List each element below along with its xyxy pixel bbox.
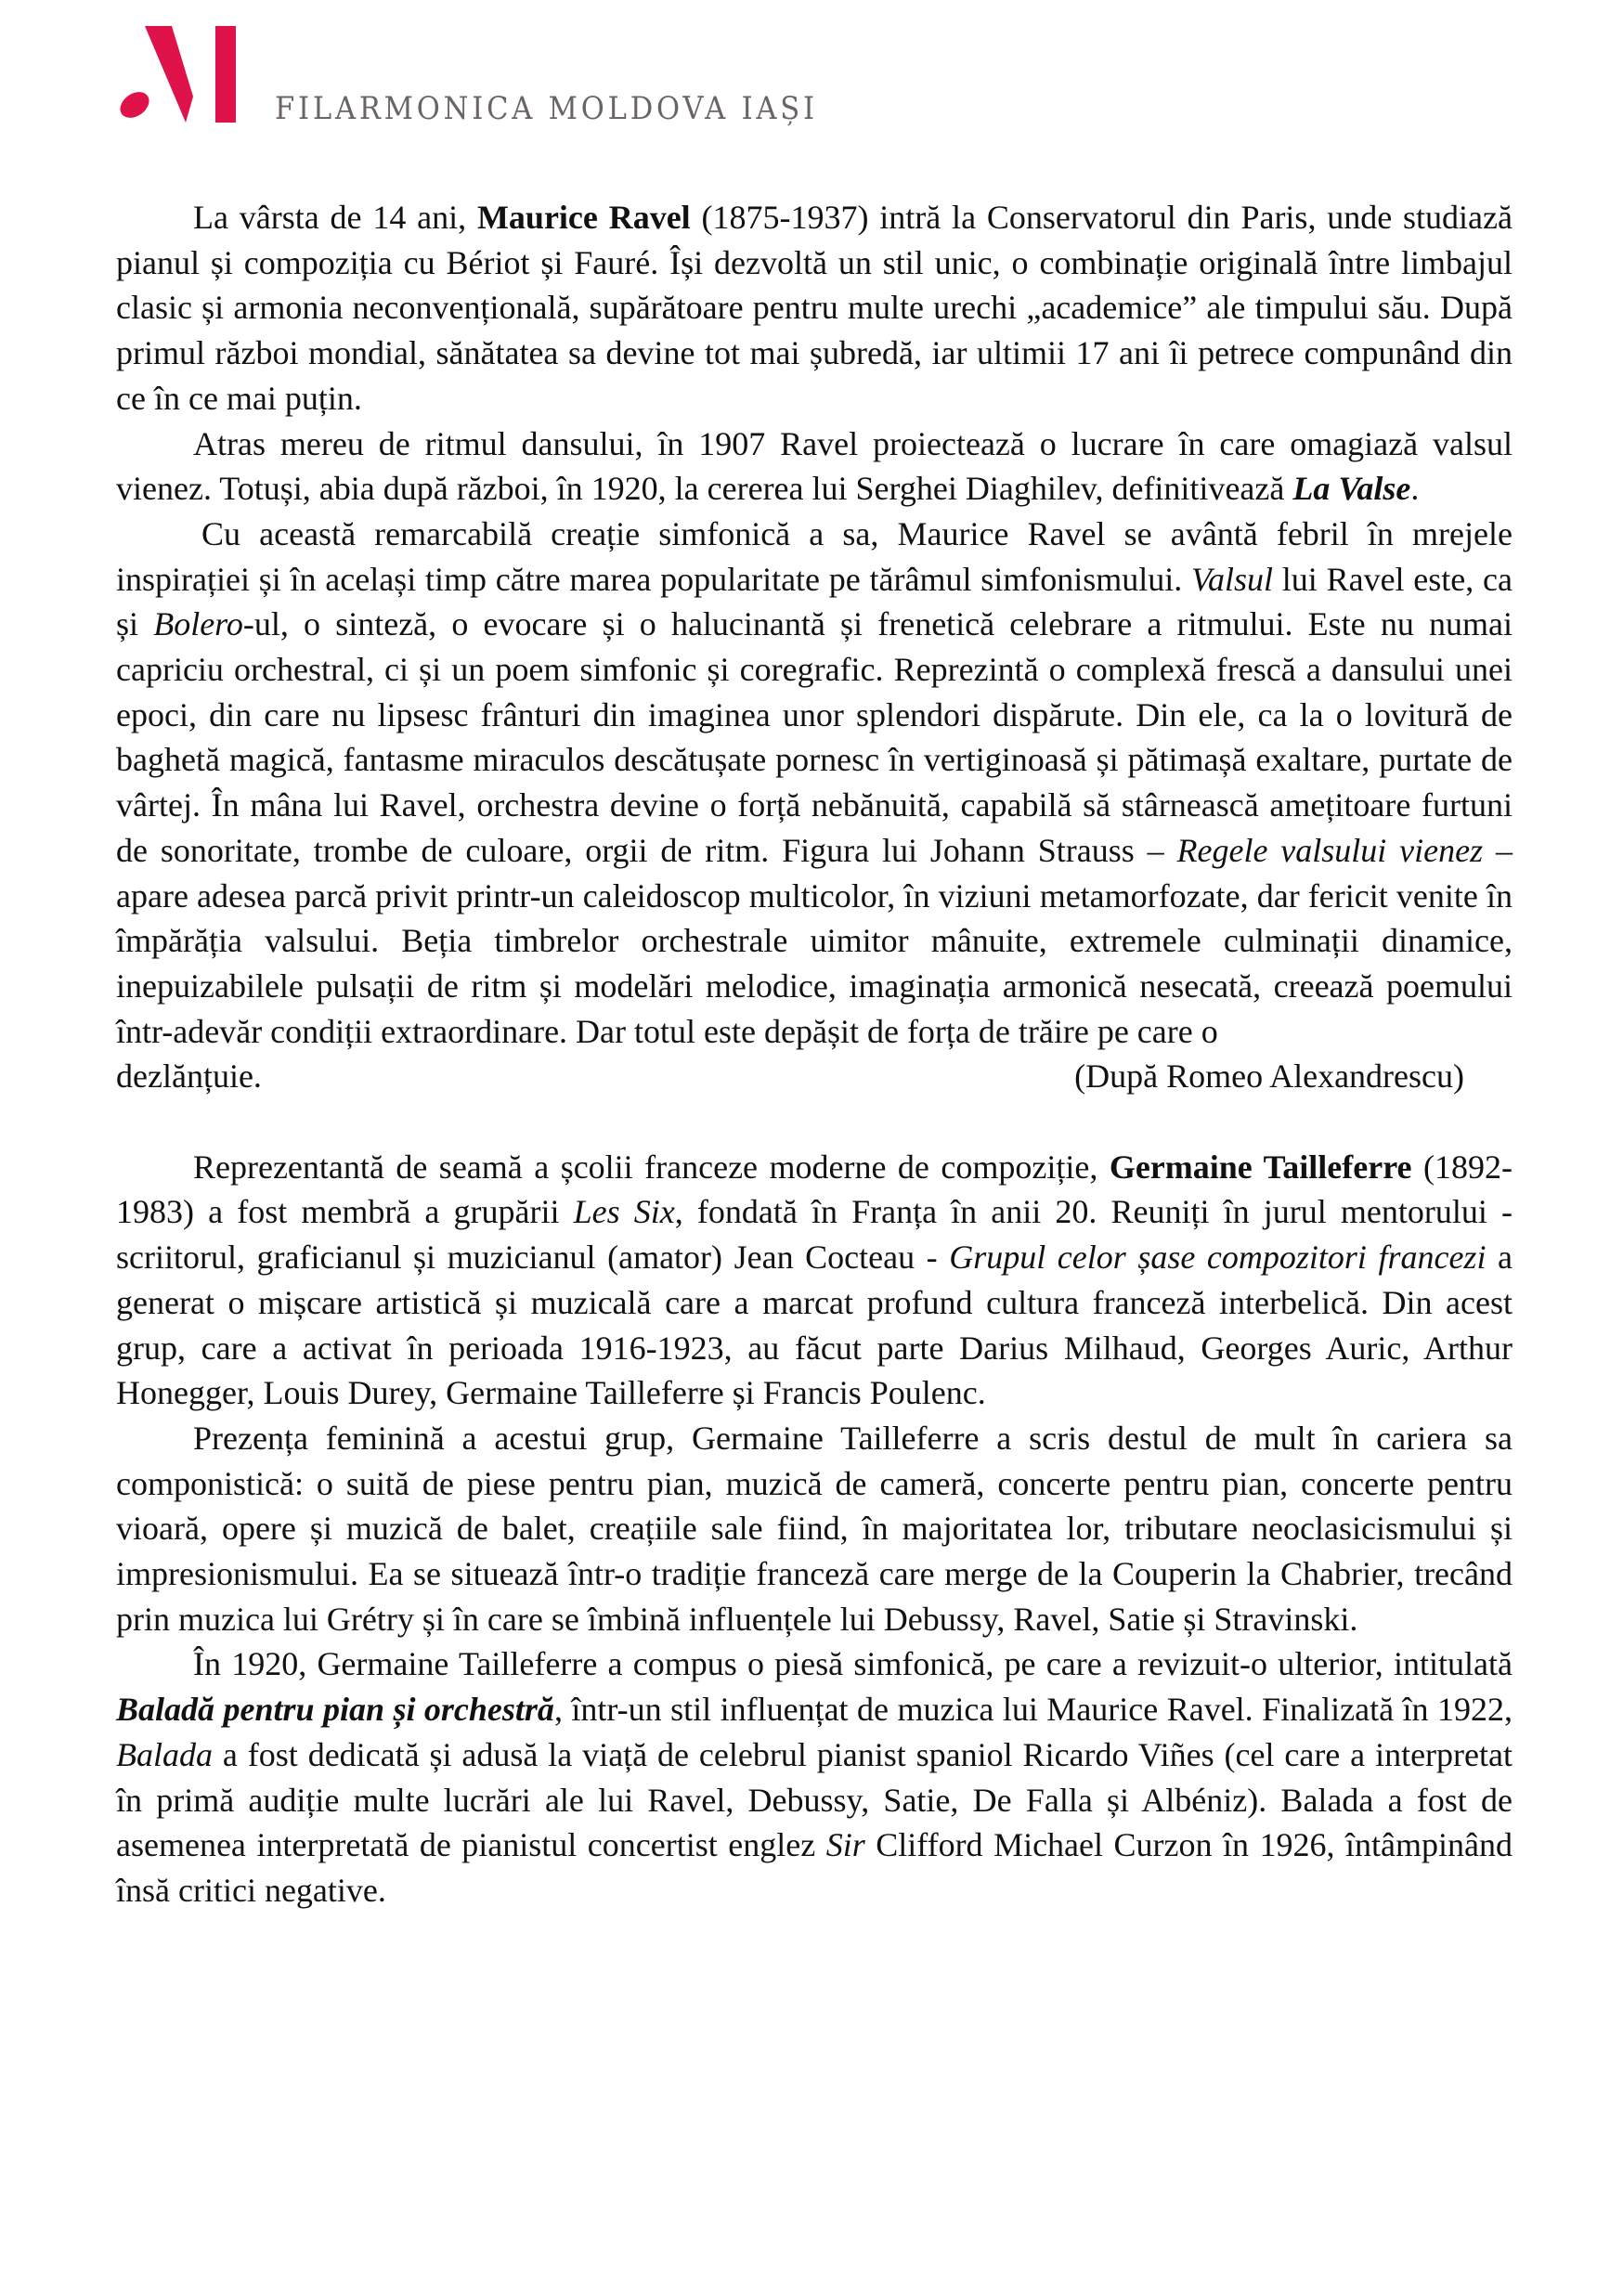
- text: a fost dedicată și adusă la viață de celebrul pianist spaniol Ricardo Viñes (cel care a interpretat în primă audiție multe lucrări ale lui Ravel, Debussy, Satie, De Falla și Albéniz). Balada a fost de asemenea interpretată de pianistul concertist englez: [116, 1735, 1513, 1864]
- paragraph-balada: [116, 1641, 1513, 1913]
- italic-valsul: Valsul: [1191, 560, 1274, 598]
- text: .: [1410, 470, 1420, 508]
- last-word: dezlănțuie.: [116, 1057, 262, 1096]
- italic-grupul-celor-sase: Grupul celor șase compozitori francezi: [949, 1239, 1487, 1277]
- text: (1875-1937) intră la Conservatorul din Paris, unde studiază pianul și compoziția cu Bériot și Fauré. Își dezvoltă un stil unic, o combinație originală între limbajul clasic și armonia neconvențională, supărătoare pentru multe urechi „academice” ale timpului său. După primul război mondial, sănătatea sa devine tot mai șubredă, iar ultimii 17 ani îi petrece compunând din ce în ce mai puțin.: [116, 199, 1513, 417]
- text: , într-un stil influențat de muzica lui Maurice Ravel. Finalizată în 1922,: [553, 1691, 1513, 1729]
- italic-bolero: Bolero: [153, 605, 243, 643]
- italic-les-six: Les Six: [573, 1193, 675, 1231]
- text: (1892-1983) a fost membră a grupării: [116, 1148, 1513, 1231]
- text: La vârsta de 14 ani,: [193, 199, 477, 236]
- work-title-balada: Baladă pentru pian și orchestră: [116, 1691, 554, 1729]
- composer-name-tailleferre: Germaine Tailleferre: [1109, 1148, 1412, 1186]
- italic-sir: Sir: [825, 1826, 865, 1864]
- text: -ul, o sinteză, o evocare și o halucinantă și frenetică celebrare a ritmului. Este nu numai capriciu orchestral, ci și un poem simfonic și coregrafic. Reprezintă o complexă frescă a dansului unei epoci, din care nu lipsesc frânturi din imaginea unor splendori dispărute. Din ele, ca la o lovitură de baghetă magică, fantasme miraculos descătușate pornesc în vertiginoasă și pătimașă exaltare, purtate de vârtej. În mâna lui Ravel, orchestra devine o forță nebănuită, capabilă să stârnească amețitoare furtuni de sonoritate, trombe de culoare, orgii de ritm. Figura lui Johann Strauss –: [116, 605, 1513, 869]
- paragraph-la-valse: [116, 422, 1513, 512]
- text: , fondată în Franța în anii 20. Reuniți în jurul mentorului - scriitorul, graficianul și muzicianul (amator) Jean Cocteau -: [116, 1193, 1513, 1277]
- italic-regele-valsului: Regele valsului vienez: [1176, 831, 1484, 869]
- text: a generat o mișcare artistică și muzicală care a marcat profund cultura franceză interbelică. Din acest grup, care a activat în perioada 1916-1923, au făcut parte Darius Milhaud, Georges Auric, Arthur Honegger, Louis Durey, Germaine Tailleferre și Francis Poulenc.: [116, 1239, 1513, 1412]
- text: Clifford Michael Curzon în 1926, întâmpinând însă critici negative.: [116, 1826, 1513, 1909]
- paragraph-la-valse-description: [116, 512, 1513, 1054]
- text: – apare adesea parcă privit printr-un caleidoscop multicolor, în viziuni metamorfozate, dar fericit venite în împărăția valsului. Beția timbrelor orchestrale uimitor mânuite, extremele culminații dinamice, inepuizabilele pulsații de ritm și modelări melodice, imaginația armonică nesecată, creează poemului într-adevăr condiții extraordinare. Dar totul este depășit de forța de trăire pe care o: [116, 831, 1513, 1050]
- text: Cu această remarcabilă creație simfonică a sa, Maurice Ravel se avântă febril în mrejele inspirației și în același timp către marea popularitate pe tărâmul simfonismului.: [116, 514, 1513, 598]
- text: lui Ravel este, ca și: [116, 560, 1513, 643]
- text: Atras mereu de ritmul dansului, în 1907 Ravel proiectează o lucrare în care omagiază valsul vienez. Totuși, abia după război, în 1920, la cererea lui Serghei Diaghilev, definitivează: [116, 424, 1513, 508]
- work-title-la-valse: La Valse: [1292, 470, 1411, 508]
- letterhead: [110, 22, 945, 134]
- text: Prezența feminină a acestui grup, Germaine Tailleferre a scris destul de mult în cariera sa componistică: o suită de piese pentru pian, muzică de cameră, concerte pentru pian, concerte pentru vioară, opere și muzică de balet, creațiile sale fiind, în majoritatea lor, tributare neoclasicismului și impresionismului. Ea se situează într-o tradiție franceză care merge de la Couperin la Chabrier, trecând prin muzica lui Grétry și în care se îmbină influențele lui Debussy, Ravel, Satie și Stravinski.: [116, 1419, 1513, 1638]
- filarmonica-logo-icon: [110, 22, 240, 126]
- section-spacer: [116, 1099, 1513, 1145]
- paragraph-tailleferre-career: [116, 1416, 1513, 1642]
- attribution: (După Romeo Alexandrescu): [1074, 1057, 1464, 1096]
- composer-name-ravel: Maurice Ravel: [476, 199, 691, 236]
- italic-balada: Balada: [116, 1735, 213, 1773]
- organization-name: FILARMONICA MOLDOVA IAȘI: [275, 90, 818, 127]
- text: În 1920, Germaine Tailleferre a compus o piesă simfonică, pe care a revizuit-o ulterior, intitulată: [193, 1645, 1513, 1683]
- text: Reprezentantă de seamă a școlii franceze moderne de compoziție,: [193, 1148, 1110, 1186]
- paragraph-tailleferre-intro: [116, 1145, 1513, 1416]
- paragraph-last-line: [116, 1054, 1513, 1099]
- paragraph-ravel-intro: [116, 195, 1513, 422]
- article-body: [116, 195, 1513, 1913]
